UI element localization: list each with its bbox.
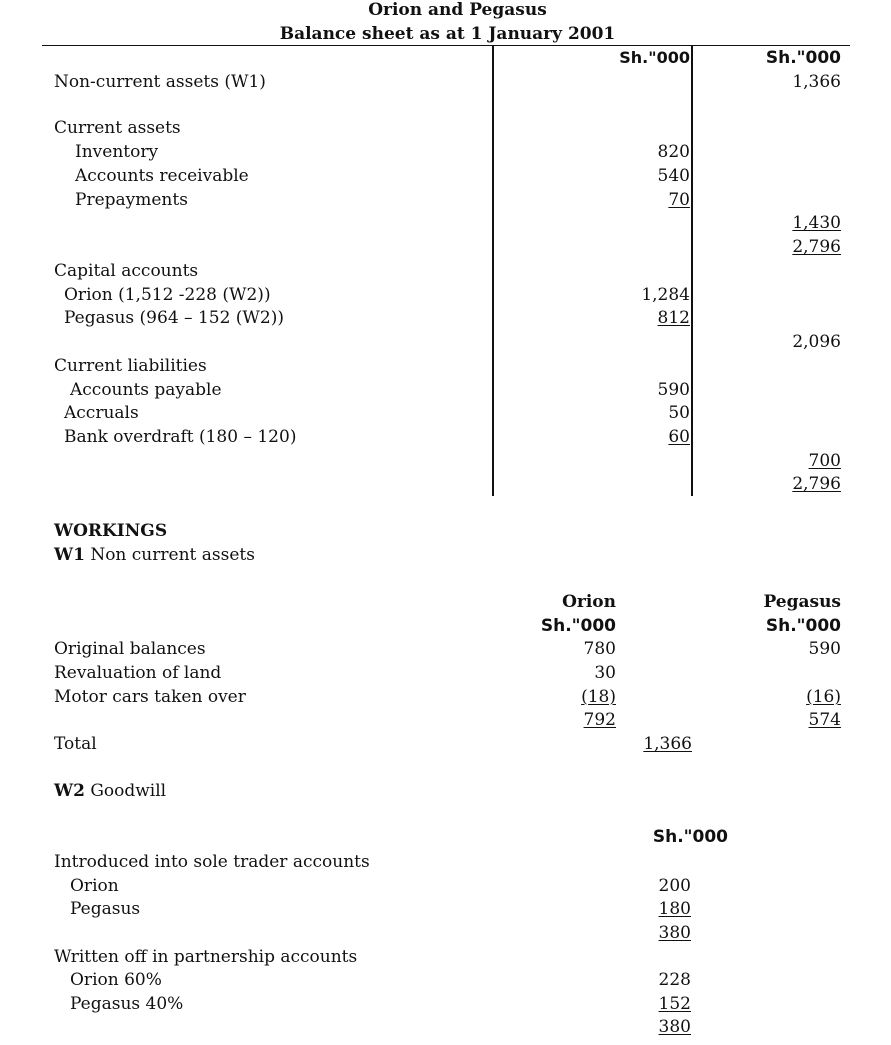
col-header-2: Sh."000 [765,48,841,68]
pegasus-capital-label: Pegasus (964 – 152 (W2)) [64,308,284,328]
title-line-2: Balance sheet as at 1 January 2001 [279,24,616,44]
col-header-1: Sh."000 [619,48,690,67]
w2-intro-pegasus-value: 180 [658,899,691,919]
w1-row-orion: 780 [583,639,616,659]
accruals-value: 50 [668,403,690,423]
w1-row-label: Motor cars taken over [54,687,246,707]
inventory-label: Inventory [75,142,159,162]
total-assets: 2,796 [792,237,841,257]
prepayments-label: Prepayments [75,190,188,210]
top-rule [42,45,850,46]
workings-heading: WORKINGS [54,521,168,541]
w1-row-label: Revaluation of land [54,663,222,683]
title-line-1: Orion and Pegasus [368,0,547,20]
w1-col-orion: Orion [562,592,616,612]
current-assets-total: 1,430 [792,213,841,233]
column-divider-left [492,45,494,496]
w1-heading: W1 Non current assets [54,545,255,565]
w1-col-pegasus: Pegasus [763,592,841,612]
w2-wo-orion-value: 228 [658,970,691,990]
w1-row-pegasus: 590 [808,639,841,659]
w2-heading: W2 Goodwill [54,781,167,801]
orion-capital-value: 1,284 [641,285,690,305]
w2-intro-pegasus-label: Pegasus [70,899,141,919]
w2-wo-total: 380 [658,1017,691,1037]
w1-unit-orion: Sh."000 [540,616,616,636]
w1-row-pegasus: (16) [806,687,841,707]
w1-subtotal-orion: 792 [583,710,616,730]
overdraft-value: 60 [668,427,690,447]
w1-row-orion: (18) [581,687,616,707]
w2-wo-pegasus-value: 152 [658,994,691,1014]
w2-unit: Sh."000 [652,827,728,847]
w2-wo-orion-label: Orion 60% [70,970,162,990]
non-current-assets-label: Non-current assets (W1) [54,72,266,92]
accruals-label: Accruals [64,403,139,423]
column-divider-right [691,45,693,496]
current-liabilities-label: Current liabilities [54,356,207,376]
w2-written-off-label: Written off in partnership accounts [54,947,358,967]
w1-total-value: 1,366 [643,734,692,754]
inventory-value: 820 [657,142,690,162]
receivable-label: Accounts receivable [75,166,249,186]
w1-row-label: Original balances [54,639,206,659]
w2-intro-total: 380 [658,923,691,943]
payable-value: 590 [657,380,690,400]
receivable-value: 540 [657,166,690,186]
current-assets-label: Current assets [54,118,181,138]
payable-label: Accounts payable [70,380,222,400]
total-liabilities: 2,796 [792,474,841,494]
w2-wo-pegasus-label: Pegasus 40% [70,994,184,1014]
w1-row-orion: 30 [594,663,616,683]
capital-total: 2,096 [792,332,841,352]
orion-capital-label: Orion (1,512 -228 (W2)) [64,285,271,305]
non-current-assets-total: 1,366 [792,72,841,92]
capital-accounts-label: Capital accounts [54,261,199,281]
current-liabilities-total: 700 [808,451,841,471]
w1-total-label: Total [54,734,97,754]
w1-unit-pegasus: Sh."000 [765,616,841,636]
prepayments-value: 70 [668,190,690,210]
w1-subtotal-pegasus: 574 [808,710,841,730]
overdraft-label: Bank overdraft (180 – 120) [64,427,297,447]
w2-introduced-label: Introduced into sole trader accounts [54,852,370,872]
w2-intro-orion-label: Orion [70,876,119,896]
pegasus-capital-value: 812 [657,308,690,328]
w2-intro-orion-value: 200 [658,876,691,896]
